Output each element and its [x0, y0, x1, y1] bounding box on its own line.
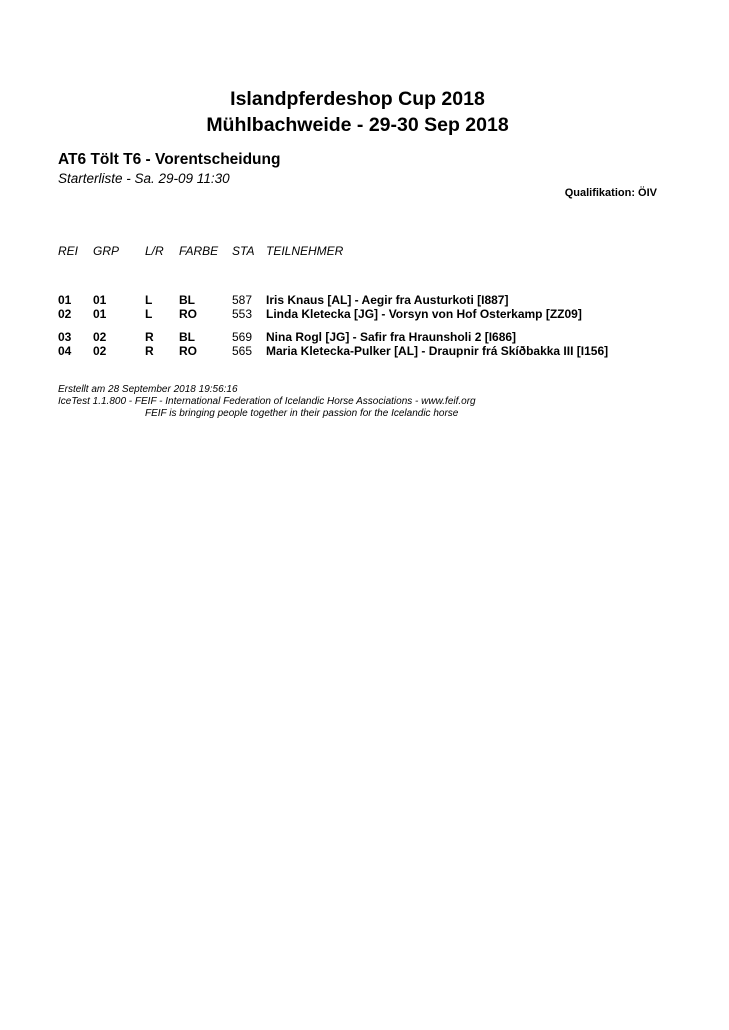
header-lr: L/R [145, 244, 164, 258]
header-sta: STA [232, 244, 255, 258]
cell-rei: 04 [58, 344, 72, 358]
footer-software: IceTest 1.1.800 - FEIF - International Federation of Icelandic Horse Associations - www.feif.org [58, 396, 476, 407]
cell-grp: 02 [93, 344, 107, 358]
table-row [0, 293, 729, 307]
cell-rei: 02 [58, 307, 72, 321]
cell-rei: 01 [58, 293, 72, 307]
qualification-label: Qualifikation: ÖIV [564, 187, 657, 199]
cell-teilnehmer: Iris Knaus [AL] - Aegir fra Austurkoti [I887] [266, 293, 509, 307]
event-title: Islandpferdeshop Cup 2018 [230, 88, 485, 110]
header-grp: GRP [93, 244, 120, 258]
footer-slogan: FEIF is bringing people together in their passion for the Icelandic horse [145, 408, 459, 419]
header-rei: REI [58, 244, 79, 258]
cell-lr: R [145, 330, 154, 344]
start-list-subtitle: Starterliste - Sa. 29-09 11:30 [58, 171, 230, 186]
cell-sta: 569 [232, 330, 253, 344]
cell-farbe: RO [179, 344, 197, 358]
table-row [0, 307, 729, 321]
cell-lr: L [145, 307, 153, 321]
cell-teilnehmer: Maria Kletecka-Pulker [AL] - Draupnir frá Skíðbakka III [I156] [266, 344, 609, 358]
cell-teilnehmer: Nina Rogl [JG] - Safir fra Hraunsholi 2 [I686] [266, 330, 517, 344]
table-row [0, 344, 729, 358]
cell-teilnehmer: Linda Kletecka [JG] - Vorsyn von Hof Osterkamp [ZZ09] [266, 307, 582, 321]
header-farbe: FARBE [179, 244, 219, 258]
cell-farbe: BL [179, 293, 195, 307]
cell-grp: 01 [93, 293, 107, 307]
footer-created: Erstellt am 28 September 2018 19:56:16 [58, 384, 238, 395]
class-title: AT6 Tölt T6 - Vorentscheidung [58, 151, 281, 168]
table-row [0, 330, 729, 344]
cell-rei: 03 [58, 330, 72, 344]
header-teilnehmer: TEILNEHMER [266, 244, 344, 258]
cell-lr: L [145, 293, 153, 307]
cell-sta: 553 [232, 307, 253, 321]
event-venue-date: Mühlbachweide - 29-30 Sep 2018 [206, 114, 509, 136]
cell-sta: 587 [232, 293, 253, 307]
cell-grp: 02 [93, 330, 107, 344]
cell-sta: 565 [232, 344, 253, 358]
cell-grp: 01 [93, 307, 107, 321]
cell-lr: R [145, 344, 154, 358]
cell-farbe: BL [179, 330, 195, 344]
cell-farbe: RO [179, 307, 197, 321]
table-header [0, 244, 729, 258]
